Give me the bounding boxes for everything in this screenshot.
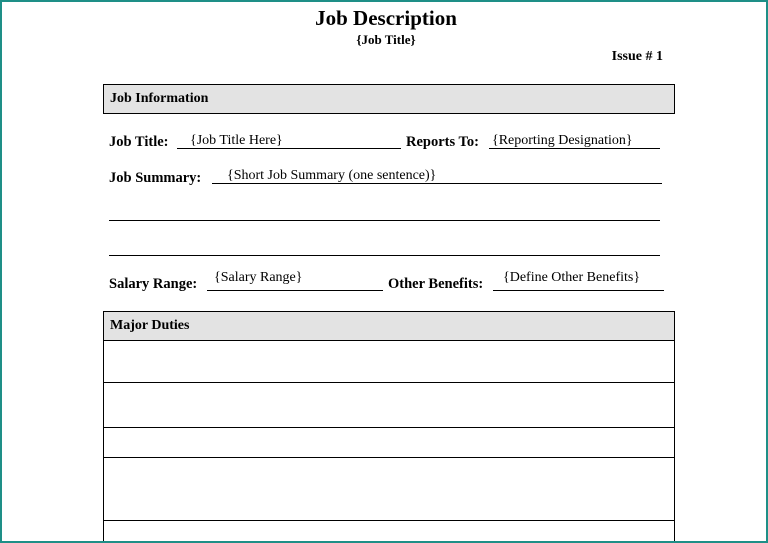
duty-row[interactable] [104, 521, 674, 543]
document-subtitle: {Job Title} [356, 32, 416, 47]
duty-row[interactable] [104, 341, 674, 383]
salary-range-field[interactable]: {Salary Range} [207, 271, 383, 291]
major-duties-header: Major Duties [103, 311, 675, 341]
duty-row[interactable] [104, 383, 674, 428]
job-summary-line-3[interactable] [109, 255, 660, 256]
issue-number: Issue # 1 [611, 49, 663, 64]
other-benefits-field[interactable]: {Define Other Benefits} [493, 271, 664, 291]
reports-to-label: Reports To: [406, 134, 479, 150]
duty-row[interactable] [104, 428, 674, 458]
job-title-label: Job Title: [109, 134, 169, 150]
duty-row[interactable] [104, 458, 674, 521]
major-duties-table [103, 341, 675, 543]
job-title-field[interactable]: {Job Title Here} [177, 134, 401, 149]
job-summary-line-2[interactable] [109, 220, 660, 221]
job-summary-field[interactable]: {Short Job Summary (one sentence)} [212, 169, 662, 184]
salary-range-label: Salary Range: [109, 276, 198, 292]
document-title: Job Description [315, 6, 457, 30]
job-summary-label: Job Summary: [109, 170, 202, 186]
other-benefits-label: Other Benefits: [388, 276, 484, 292]
job-information-header: Job Information [103, 84, 675, 114]
reports-to-field[interactable]: {Reporting Designation} [489, 134, 660, 149]
